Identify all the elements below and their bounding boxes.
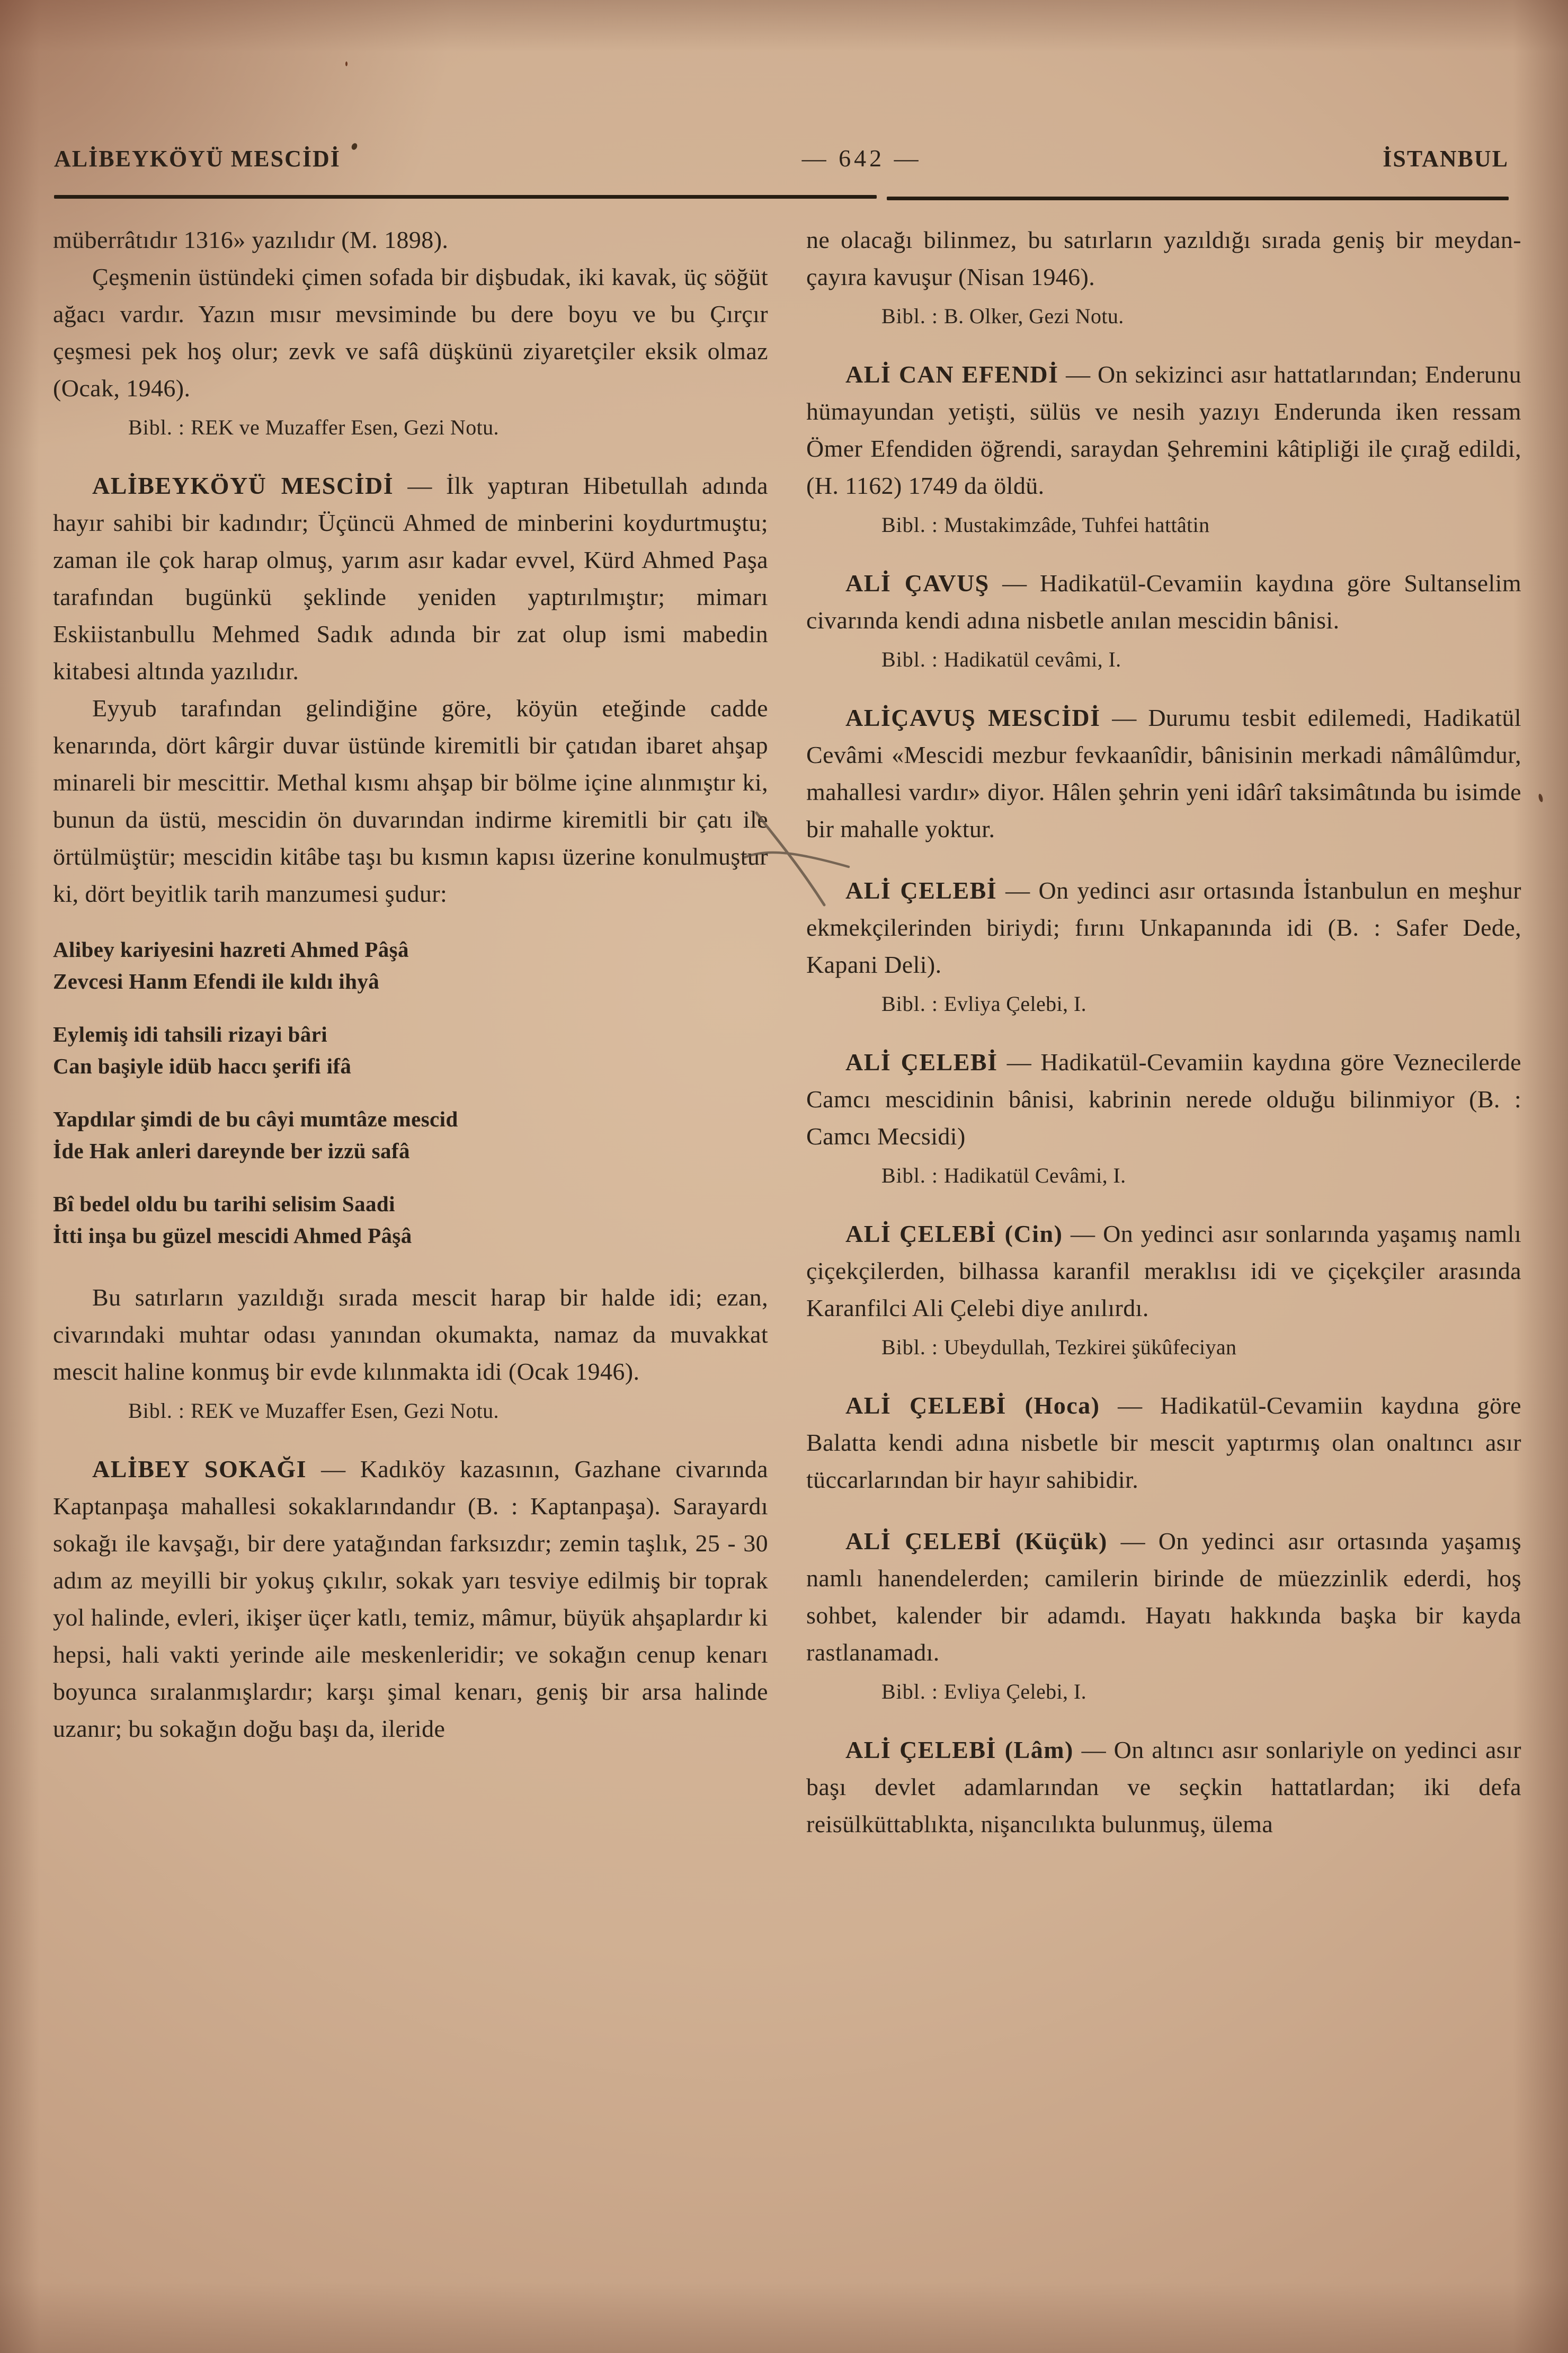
bibl-label: Bibl. :: [128, 1399, 191, 1423]
entry-term: ALİ ÇELEBİ (Lâm): [845, 1736, 1074, 1763]
entry-paragraph: ALİ ÇELEBİ (Lâm) — On altıncı asır sonlariyle on yedinci asır başı devlet adamlarından ve seçkin hattatlardan; iki defa reisülküttablıkta, nişancılıkta bulunmuş, ülema: [806, 1736, 1521, 1837]
entry-term: ALİ CAN EFENDİ: [845, 361, 1059, 388]
verse-line: Yapdılar şimdi de bu câyi mumtâze mescid: [53, 1107, 458, 1131]
text-paragraph: müberrâtıdır 1316» yazılıdır (M. 1898).: [53, 226, 449, 253]
entry-term: ALİÇAVUŞ MESCİDİ: [845, 704, 1101, 731]
entry-paragraph: ALİBEY SOKAĞI — Kadıköy kazasının, Gazhane civarında Kaptanpaşa mahallesi sokaklarındandır (B. : Kaptanpaşa). Sarayardı sokağı ile kavşağı, bir dere yatağından farksızdır; zemin taşlık, 25 - 30 adım az meyilli bir yokuş çıkılır, sokak yarı tesviye edilmiş bir toprak yol halinde, evleri, ikişer üçer katlı, temiz, mâmur, büyük ahşaplardır ki hepsi, hali vakti yerinde aile meskenleridir; ve sokağın cenup kenarı boyunca sıralanmışlardır; karşı şimal kenarı, geniş bir arsa halinde uzanır; bu sokağın doğu başı da, ileride: [53, 1455, 768, 1742]
bibl-label: Bibl. :: [128, 415, 191, 439]
entry-paragraph: ALİÇAVUŞ MESCİDİ — Durumu tesbit edilemedi, Hadikatül Cevâmi «Mescidi mezbur fevkaanîdir, bânisinin merkadi nâmâlûmdur, mahallesi vardır» diyor. Hâlen şehrin yeni idârî taksimâtında bu isimde bir mahalle yoktur.: [806, 704, 1521, 842]
text-paragraph: Çeşmenin üstündeki çimen sofada bir dişbudak, iki kavak, üç söğüt ağacı vardır. Yazın mısır mevsiminde bu dere boyu ve bu Çırçır çeşmesi pek hoş olur; zevk ve safâ düşkünü ziyaretçiler eksik olmaz (Ocak, 1946).: [53, 263, 768, 402]
page-number: — 642 —: [801, 145, 922, 172]
verse-couplet: [53, 934, 768, 997]
text-column-right: [806, 221, 1521, 1843]
verse-line: Bî bedel oldu bu tarihi selisim Saadi: [53, 1192, 395, 1216]
entry-term: ALİ ÇELEBİ: [845, 1049, 998, 1076]
paper-speck: [345, 61, 348, 66]
bibl-label: Bibl. :: [881, 647, 945, 671]
text-paragraph: ne olacağı bilinmez, bu satırların yazıldığı sırada geniş bir meydan-çayıra kavuşur (Nisan 1946).: [806, 226, 1521, 290]
verse-line: Alibey kariyesini hazreti Ahmed Pâşâ: [53, 937, 409, 962]
bibliography-line: Bibl. : Ubeydullah, Tezkirei şükûfeciyan: [881, 1335, 1237, 1359]
entry-paragraph: ALİ CAN EFENDİ — On sekizinci asır hattatlarından; Enderunu hümayundan yetişti, sülüs ve nesih yazıyı Enderunda iken ressam Ömer Efendiden öğrendi, saraydan Şehremini kâtipliği ile çırağ edildi, (H. 1162) 1749 da öldü.: [806, 361, 1522, 499]
verse-line: İtti inşa bu güzel mescidi Ahmed Pâşâ: [53, 1223, 412, 1248]
entry-term: ALİBEY SOKAĞI: [92, 1455, 307, 1482]
verse-line: Can başiyle idüb haccı şerifi ifâ: [53, 1054, 352, 1078]
bibl-label: Bibl. :: [881, 1164, 945, 1187]
verse-line: İde Hak anleri dareynde ber izzü safâ: [53, 1139, 410, 1163]
entry-paragraph: ALİ ÇELEBİ (Küçük) — On yedinci asır ortasında yaşamış namlı hanendelerden; camilerin birinde de müezzinlik ederdi, hoş sohbet, kalender bir adamdı. Hayatı hakkında başka bir kayda rastlanamadı.: [806, 1528, 1522, 1666]
bibliography-line: Bibl. : B. Olker, Gezi Notu.: [881, 304, 1124, 328]
text-column-left: [53, 221, 768, 1747]
handwritten-pencil-mark: [741, 805, 853, 911]
entry-paragraph: ALİBEYKÖYÜ MESCİDİ — İlk yaptıran Hibetullah adında hayır sahibi bir kadındır; Üçüncü Ahmed de minberini koydurtmuştu; zaman ile çok harap olmuş, yarım asır kadar evvel, Kürd Ahmed Paşa tarafından bugünkü şeklinde yeniden yaptırılmıştır; mimarı Eskiistanbullu Mehmed Sadık adında bir zat olup ismi mabedin kitabesi altında yazılıdır.: [53, 472, 768, 685]
entry-term: ALİ ÇELEBİ (Küçük): [845, 1528, 1108, 1555]
verse-couplet: [53, 1188, 768, 1251]
header-rule-left-segment: [54, 195, 877, 199]
text-paragraph: Eyyub tarafından gelindiğine göre, köyün eteğinde cadde kenarında, dört kârgir duvar üstünde kiremitli bir çatıdan ibaret ahşap minareli bir mescittir. Methal kısmı ahşap bir bölme içine alınmıştır ki, bunun da üstü, mescidin ön duvarından indirme kiremitli bir çatı ile örtülmüştür; mescidin kitâbe taşı bu kısmın kapısı üzerine konulmuştur ki, dört beyitlik tarih manzumesi şudur:: [53, 695, 768, 907]
header-rule-right-segment: [887, 197, 1509, 200]
running-title-left: ALİBEYKÖYÜ MESCİDİ: [54, 146, 341, 172]
bibliography-line: Bibl. : Mustakimzâde, Tuhfei hattâtin: [881, 513, 1210, 537]
running-title-right: İSTANBUL: [1383, 146, 1509, 172]
bibl-label: Bibl. :: [881, 1680, 945, 1703]
paper-speck: [1538, 793, 1544, 802]
bibliography-line: Bibl. : Evliya Çelebi, I.: [881, 1680, 1086, 1703]
bibliography-line: Bibl. : REK ve Muzaffer Esen, Gezi Notu.: [128, 1399, 499, 1423]
entry-term: ALİ ÇELEBİ: [845, 877, 997, 904]
bibliography-line: Bibl. : Hadikatül cevâmi, I.: [881, 647, 1121, 671]
bibliography-line: Bibl. : Evliya Çelebi, I.: [881, 992, 1086, 1016]
entry-term: ALİ ÇAVUŞ: [845, 570, 990, 597]
verse-couplet: [53, 1018, 768, 1082]
verse-couplet: [53, 1103, 768, 1167]
entry-paragraph: ALİ ÇELEBİ (Hoca) — Hadikatül-Cevamiin kaydına göre Balatta kendi adına nisbetle bir mescit yaptırmış olan onaltıncı asır tüccarlarından bir hayır sahibidir.: [806, 1392, 1522, 1493]
verse-line: Zevcesi Hanm Efendi ile kıldı ihyâ: [53, 969, 380, 993]
entry-paragraph: ALİ ÇAVUŞ — Hadikatül-Cevamiin kaydına göre Sultanselim civarında kendi adına nisbetle anılan mescidin bânisi.: [806, 570, 1522, 634]
entry-term: ALİ ÇELEBİ (Cin): [845, 1220, 1063, 1247]
bibl-label: Bibl. :: [881, 1335, 945, 1359]
text-paragraph: Bu satırların yazıldığı sırada mescit harap bir halde idi; ezan, civarındaki muhtar odası yanından okumakta, namaz da muvakkat mescit haline konmuş bir evde kılınmakta idi (Ocak 1946).: [53, 1284, 768, 1385]
bibl-label: Bibl. :: [881, 513, 945, 537]
entry-paragraph: ALİ ÇELEBİ (Cin) — On yedinci asır sonlarında yaşamış namlı çiçekçilerden, bilhassa karanfil meraklısı idi ve çiçekçiler arasında Karanfilci Ali Çelebi diye anılırdı.: [806, 1220, 1521, 1321]
entry-paragraph: ALİ ÇELEBİ — Hadikatül-Cevamiin kaydına göre Veznecilerde Camcı mescidinin bânisi, kabrinin nerede olduğu bilinmiyor (B. : Camcı Mecsidi): [806, 1049, 1522, 1150]
bibl-label: Bibl. :: [881, 992, 945, 1016]
bibliography-line: Bibl. : Hadikatül Cevâmi, I.: [881, 1164, 1126, 1187]
page-header: [54, 144, 1509, 172]
entry-term: ALİBEYKÖYÜ MESCİDİ: [92, 472, 394, 499]
bibliography-line: Bibl. : REK ve Muzaffer Esen, Gezi Notu.: [128, 415, 499, 439]
bibl-label: Bibl. :: [881, 304, 945, 328]
verse-line: Eylemiş idi tahsili rizayi bâri: [53, 1022, 328, 1046]
entry-paragraph: ALİ ÇELEBİ — On yedinci asır ortasında İstanbulun en meşhur ekmekçilerinden biriydi; fırını Unkapanında idi (B. : Safer Dede, Kapani Deli).: [806, 877, 1521, 978]
entry-term: ALİ ÇELEBİ (Hoca): [845, 1392, 1100, 1419]
